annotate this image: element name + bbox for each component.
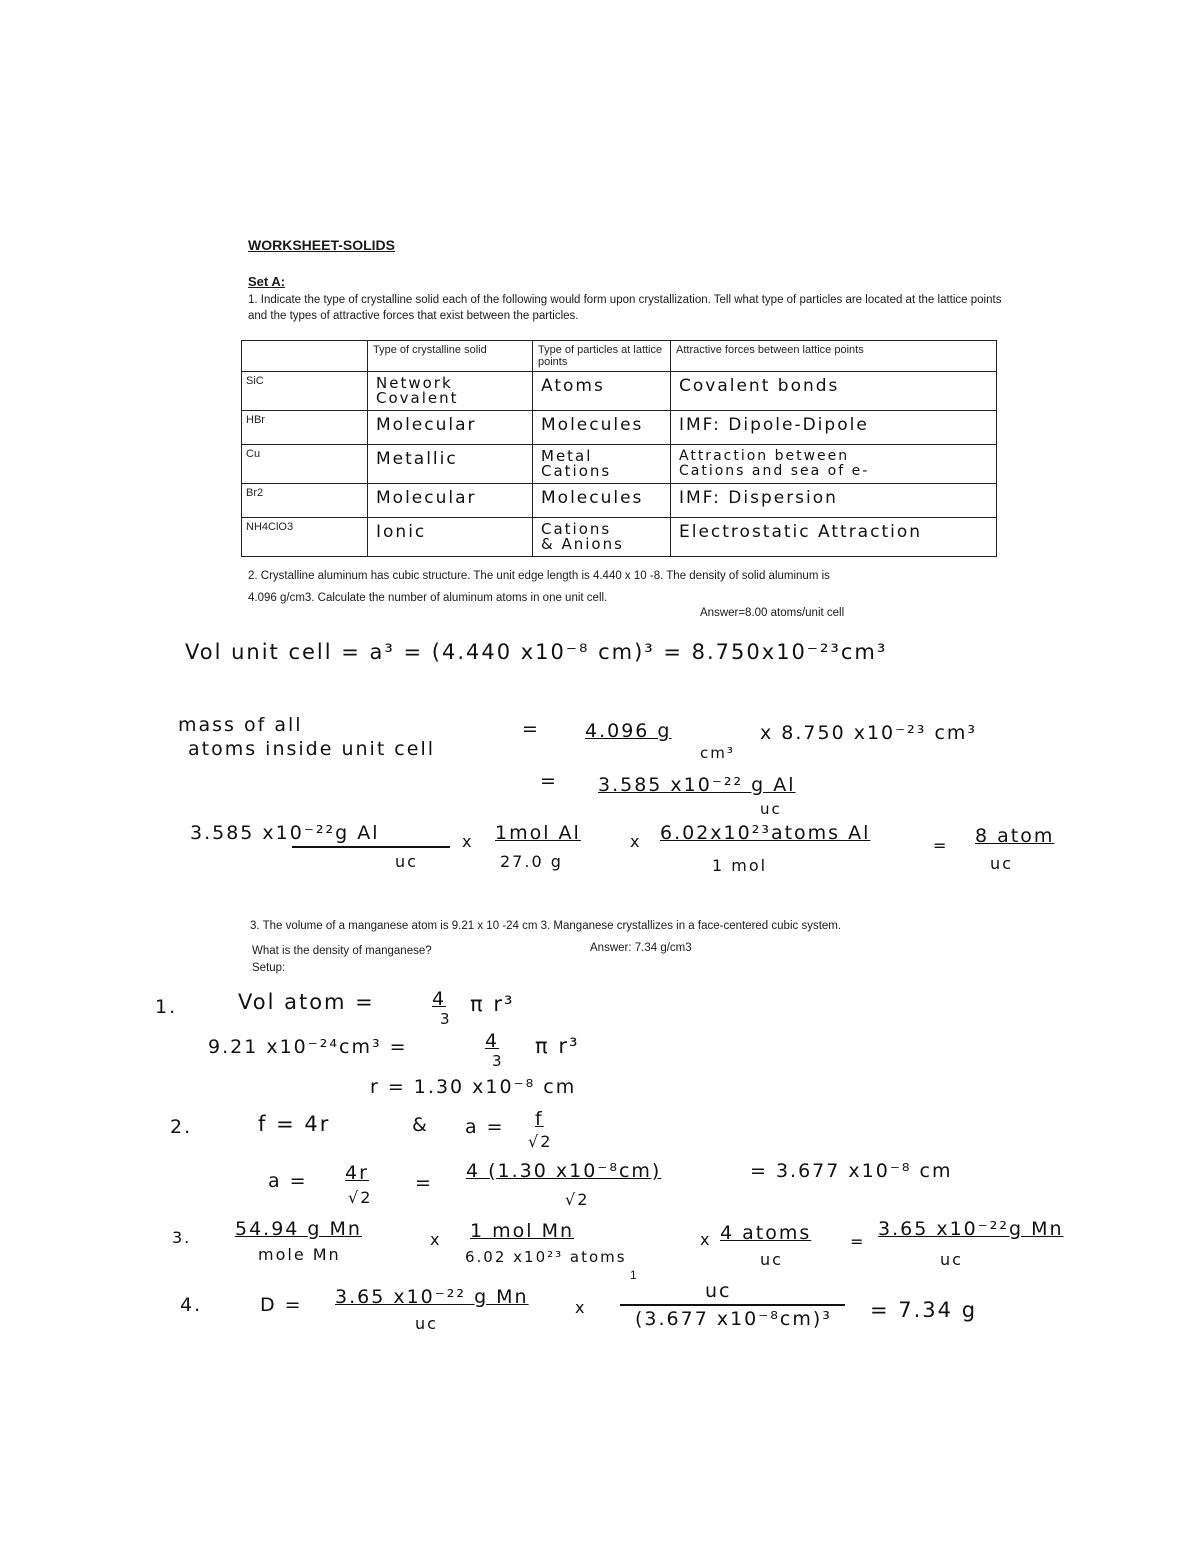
- q2-atoms-f2-numerator: 1mol Al: [495, 822, 581, 844]
- q3-equals-sign: =: [415, 1172, 433, 1194]
- question-2-line-1: 2. Crystalline aluminum has cubic structure. The unit edge length is 4.440 x 10 -8. The density of solid aluminum is: [248, 570, 830, 582]
- q3-uc-num: uc: [705, 1280, 732, 1302]
- attractive-force: IMF: Dispersion: [679, 488, 838, 508]
- set-label: Set A:: [248, 274, 286, 289]
- attractive-force: Electrostatic Attraction: [679, 522, 923, 542]
- q3-pi-r-cubed: π r³: [470, 992, 515, 1016]
- q2-density-numerator: 4.096 g: [585, 720, 672, 742]
- question-3-line-2: What is the density of manganese?: [252, 945, 432, 957]
- q3-d-den: uc: [415, 1314, 438, 1333]
- row-label: NH4ClO3: [246, 521, 294, 533]
- table-header-cell: Attractive forces between lattice points: [671, 341, 997, 372]
- q3-atoms-per-uc-num: 4 atoms: [720, 1222, 812, 1244]
- particle-type: Molecules: [541, 488, 644, 508]
- q2-atoms-result-denominator: uc: [990, 854, 1013, 873]
- q2-times-2: x: [630, 832, 642, 851]
- row-label: HBr: [246, 414, 265, 426]
- q3-molar-mass-den: mole Mn: [258, 1245, 341, 1264]
- q3-mass-per-uc-den: uc: [940, 1250, 963, 1269]
- solid-type: Ionic: [376, 522, 427, 542]
- solid-type: Metallic: [376, 449, 458, 469]
- q3-a-frac-num: f: [535, 1108, 544, 1130]
- q2-mass-result-numerator: 3.585 x10⁻²² g Al: [598, 774, 796, 796]
- step-number-2: 2.: [170, 1116, 193, 1138]
- q3-times-c: x: [575, 1298, 587, 1317]
- question-2-line-2: 4.096 g/cm3. Calculate the number of aluminum atoms in one unit cell.: [248, 592, 608, 604]
- q3-4r-num: 4r: [345, 1162, 369, 1184]
- question-3-answer: Answer: 7.34 g/cm3: [590, 942, 692, 954]
- q2-atoms-f2-denominator: 27.0 g: [500, 852, 563, 871]
- table-header-row: [242, 341, 997, 372]
- q3-times-a: x: [430, 1230, 442, 1249]
- solid-type: Molecular: [376, 415, 477, 435]
- particle-type: Metal Cations: [541, 447, 612, 480]
- q3-4r-den: √2: [348, 1188, 373, 1207]
- q3-vol-atom-label: Vol atom =: [238, 990, 375, 1014]
- q3-atoms-per-uc-den: uc: [760, 1250, 783, 1269]
- fraction-bar: [620, 1304, 845, 1306]
- q3-avogadro-num: 1 mol Mn: [470, 1220, 575, 1242]
- question-1-text: 1. Indicate the type of crystalline solid each of the following would form upon crystallization. Tell what type of particles are located at the lattice points and the types of attractive forces that exist between the particles.: [248, 294, 1002, 322]
- q3-a-equals: a =: [465, 1116, 505, 1138]
- q2-density-denominator: cm³: [700, 744, 735, 762]
- table-row: [242, 518, 997, 557]
- row-label: Br2: [246, 487, 264, 499]
- q3-a-frac-den: √2: [528, 1132, 553, 1151]
- question-3-line-1: 3. The volume of a manganese atom is 9.21 x 10 -24 cm 3. Manganese crystallizes in a face-centered cubic system.: [250, 920, 842, 932]
- q2-atoms-result-numerator: 8 atom: [975, 825, 1055, 847]
- worksheet-title: WORKSHEET-SOLIDS: [248, 237, 396, 253]
- solids-table: [241, 340, 997, 557]
- fraction-bar: [292, 846, 450, 848]
- row-label: Cu: [246, 448, 261, 460]
- setup-label: Setup:: [252, 962, 286, 974]
- table-row: [242, 484, 997, 518]
- table-header-cell: [242, 341, 368, 372]
- q3-density-label: D =: [260, 1294, 303, 1316]
- particle-type: Atoms: [541, 376, 605, 396]
- q3-d-num: 3.65 x10⁻²² g Mn: [335, 1286, 529, 1308]
- q3-radius-result: r = 1.30 x10⁻⁸ cm: [370, 1076, 577, 1098]
- q3-density-result: = 7.34 g: [870, 1298, 978, 1322]
- q2-atoms-f3-denominator: 1 mol: [712, 856, 768, 875]
- q2-mass-result-denominator: uc: [760, 800, 782, 818]
- q2-mass-times-volume: x 8.750 x10⁻²³ cm³: [760, 722, 978, 744]
- solid-type: Network Covalent: [376, 374, 459, 407]
- q3-volume-value: 9.21 x10⁻²⁴cm³ =: [208, 1036, 408, 1058]
- q3-a-calc-num: 4 (1.30 x10⁻⁸cm): [466, 1160, 662, 1182]
- table-row: [242, 372, 997, 411]
- q3-times-b: x: [700, 1230, 712, 1249]
- q2-atoms-f3-numerator: 6.02x10²³atoms Al: [660, 822, 871, 844]
- q3-frac-num-2: 4: [485, 1030, 500, 1052]
- q3-frac-den: 3: [440, 1010, 452, 1028]
- table-row: [242, 411, 997, 445]
- q3-avogadro-den: 6.02 x10²³ atoms: [465, 1248, 627, 1266]
- q3-a-calc-den: √2: [565, 1190, 590, 1209]
- attractive-force: IMF: Dipole-Dipole: [679, 415, 869, 435]
- q2-atoms-f1-numerator: 3.585 x10⁻²²g Al: [190, 822, 380, 844]
- question-2-answer: Answer=8.00 atoms/unit cell: [700, 607, 845, 619]
- row-label: SiC: [246, 375, 264, 387]
- attractive-force: Covalent bonds: [679, 376, 840, 396]
- solid-type: Molecular: [376, 488, 477, 508]
- q2-times-1: x: [462, 832, 474, 851]
- step-number-4: 4.: [180, 1294, 203, 1316]
- q3-a-result: = 3.677 x10⁻⁸ cm: [750, 1160, 953, 1182]
- table-header-cell: Type of crystalline solid: [368, 341, 533, 372]
- q3-frac-den-2: 3: [492, 1052, 504, 1070]
- q2-mass-label-line2: atoms inside unit cell: [188, 738, 435, 760]
- table-row: [242, 445, 997, 484]
- particle-type: Molecules: [541, 415, 644, 435]
- attractive-force: Attraction between Cations and sea of e-: [679, 448, 870, 479]
- page-number: 1: [630, 1268, 637, 1282]
- q2-atoms-f1-denominator: uc: [395, 852, 418, 871]
- step-number-3: 3.: [172, 1228, 192, 1247]
- q3-mass-per-uc-num: 3.65 x10⁻²²g Mn: [878, 1218, 1064, 1240]
- q2-mass-equals: =: [522, 718, 540, 740]
- q3-pi-r-cubed-2: π r³: [535, 1034, 580, 1058]
- q2-mass-equals-2: =: [540, 770, 558, 792]
- q3-frac-num: 4: [432, 988, 447, 1010]
- table-header-cell: Type of particles at lattice points: [533, 341, 671, 372]
- q3-molar-mass-num: 54.94 g Mn: [235, 1218, 362, 1240]
- q3-uc-den: (3.677 x10⁻⁸cm)³: [635, 1308, 832, 1330]
- step-number-1: 1.: [155, 996, 178, 1018]
- q3-f-equals-4r: f = 4r: [258, 1112, 331, 1136]
- q3-and: &: [412, 1114, 429, 1136]
- q3-a-equals-2: a =: [268, 1170, 308, 1192]
- q2-equals-final: =: [933, 836, 949, 855]
- q2-volume-equation: Vol unit cell = a³ = (4.440 x10⁻⁸ cm)³ = 8.750x10⁻²³cm³: [185, 640, 888, 664]
- particle-type: Cations & Anions: [541, 520, 624, 553]
- q3-minus-equals: =: [850, 1232, 866, 1251]
- q2-mass-label-line1: mass of all: [178, 714, 303, 736]
